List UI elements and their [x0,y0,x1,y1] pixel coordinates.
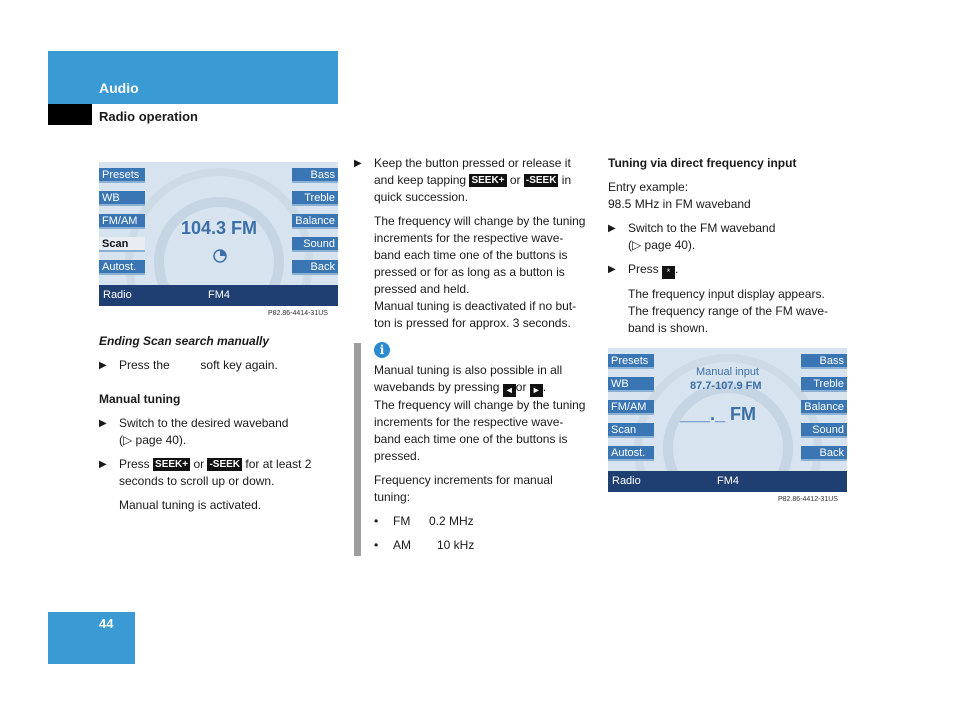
page-number: 44 [99,616,114,631]
frequency-change-para: The frequency will change by the tuning increments for the respective wave- band each time one of the buttons is pressed or for as long as a button is pressed and held. Manual tuning is deactivated if no but- ton is pressed for approx. 3 seconds. [374,214,586,330]
left-arrow-key: ◄ [503,384,516,397]
arrow-icon: ▶ [608,264,616,275]
manual-step-1: ▶ Switch to the desired waveband (▷ page 40). [99,416,289,447]
entry-example: Entry example: 98.5 MHz in FM waveband [608,180,751,211]
page-number-band [48,612,135,664]
frequency-entry: ___._ FM [680,404,757,424]
softkey-presets[interactable]: Presets [99,168,145,183]
seek-plus-key: SEEK+ [155,459,189,470]
note-bar [354,343,361,556]
increment-am: • AM 10 kHz [374,538,475,552]
frequency-range: 87.7-107.9 FM [690,380,762,392]
softkey-autost[interactable]: Autost. [608,446,654,461]
ending-step: ▶ Press the soft key again. [99,358,278,372]
seek-minus-key: -SEEK [209,459,241,470]
softkey-sound[interactable]: Sound [292,237,338,252]
status-band: FM4 [717,475,739,487]
softkey-wb[interactable]: WB [99,191,145,206]
manual-step-2: ▶ Press SEEK+ or -SEEK for at least 2 seconds to scroll up or down. [99,457,312,488]
manual-tuning-heading: Manual tuning [99,392,181,406]
softkey-treble[interactable]: Treble [292,191,338,206]
direct-step-1: ▶ Switch to the FM waveband (▷ page 40). [608,221,776,252]
softkey-presets[interactable]: Presets [608,354,654,369]
arrow-icon: ▶ [354,158,362,169]
direct-result: The frequency input display appears. The frequency range of the FM wave- band is shown. [628,287,829,335]
softkey-bass[interactable]: Bass [292,168,338,183]
keep-pressed-step: ▶ Keep the button pressed or release it and keep tapping SEEK+ or -SEEK in quick succession. [354,156,572,204]
arrow-icon: ▶ [99,459,107,470]
note-text: Manual tuning is also possible in all wavebands by pressing ◄ or ► . The frequency will change by the tuning increments for the respective wave- band each time one of the buttons is pressed. [374,363,586,463]
status-bar [99,285,338,306]
ending-scan-heading: Ending Scan search manually [99,334,270,348]
header-band [48,51,338,104]
figure-caption-2: P82.86-4412-31US [778,496,838,503]
softkey-bass[interactable]: Bass [801,354,847,369]
increment-fm: • FM 0.2 MHz [374,514,474,528]
softkey-sound[interactable]: Sound [801,423,847,438]
bullet: • [374,514,379,528]
arrow-icon: ▶ [608,223,616,234]
status-mode: Radio [612,475,641,487]
softkey-fm-am[interactable]: FM/AM [608,400,654,415]
softkey-scan[interactable]: Scan [99,237,145,252]
manual-result: Manual tuning is activated. [119,498,262,512]
status-mode: Radio [103,289,132,301]
arrow-icon: ▶ [99,418,107,429]
radio-screen-manual-input [608,348,847,492]
softkey-balance[interactable]: Balance [801,400,847,415]
star-key: * [662,266,675,279]
column-left [99,333,339,514]
softkey-autost[interactable]: Autost. [99,260,145,275]
status-bar [608,471,847,492]
figure-caption-1: P82.86-4414-31US [268,310,328,317]
manual-input-title: Manual input [696,366,759,378]
increments-heading: Frequency increments for manual tuning: [374,473,553,504]
right-arrow-key: ► [530,384,543,397]
scan-clock-icon [213,249,227,263]
info-icon: i [374,342,390,358]
section-title: Audio [99,80,139,96]
frequency-display: 104.3 FM [181,218,258,238]
softkey-fm-am[interactable]: FM/AM [99,214,145,229]
seek-minus-key: -SEEK [525,175,557,186]
subsection-title: Radio operation [99,109,198,124]
seek-plus-key: SEEK+ [471,175,505,186]
column-right [608,155,848,337]
softkey-back[interactable]: Back [801,446,847,461]
softkey-treble[interactable]: Treble [801,377,847,392]
header-marker [48,104,92,125]
softkey-scan[interactable]: Scan [608,423,654,438]
bullet: • [374,538,379,552]
note-box [374,362,596,554]
softkey-back[interactable]: Back [292,260,338,275]
softkey-balance[interactable]: Balance [292,214,338,229]
arrow-icon: ▶ [99,360,107,371]
status-band: FM4 [208,289,230,301]
softkey-wb[interactable]: WB [608,377,654,392]
radio-screen-scan [99,162,338,306]
direct-step-2: ▶ Press * . [608,262,679,277]
column-middle [354,155,594,332]
direct-input-heading: Tuning via direct frequency input [608,156,797,170]
